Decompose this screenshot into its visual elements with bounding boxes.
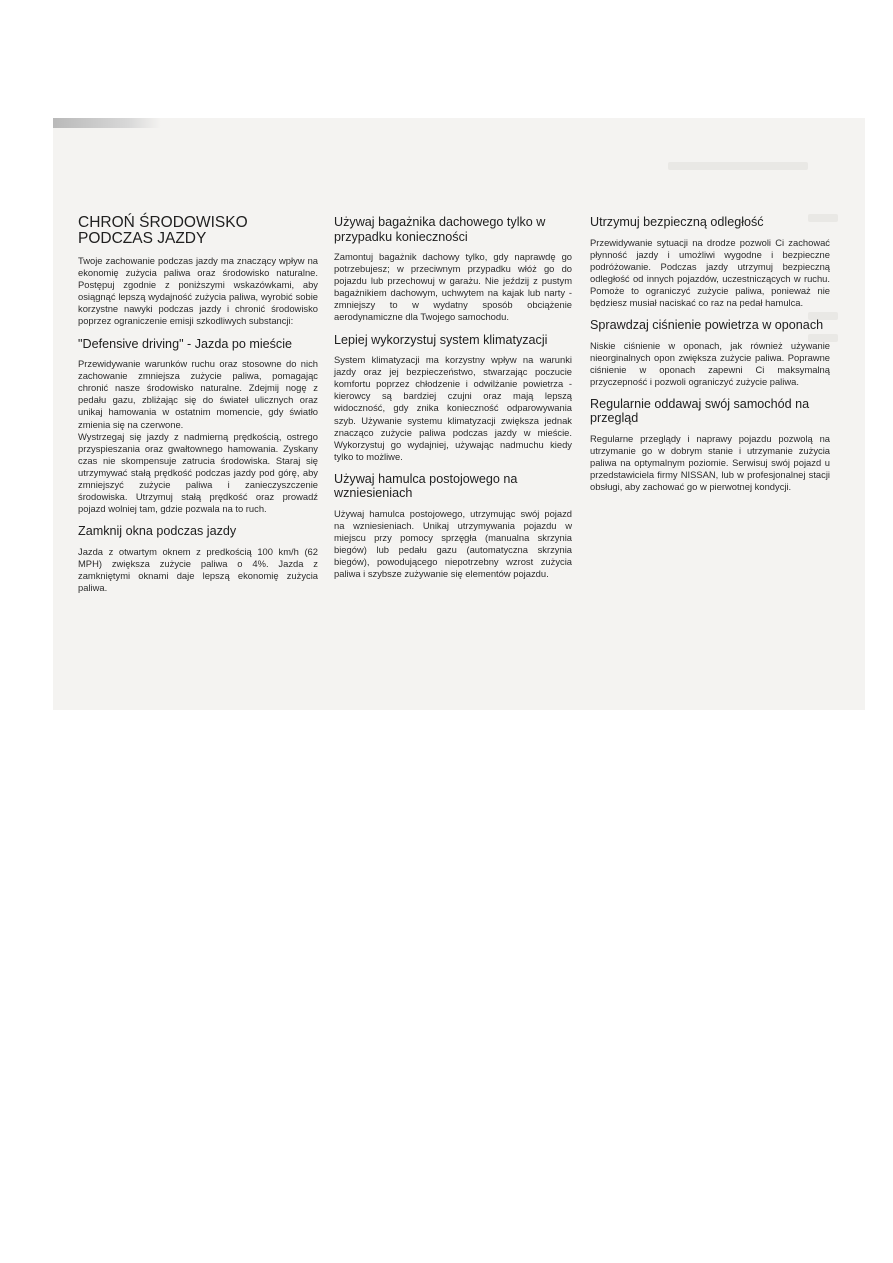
paragraph-service: Regularne przeglądy i naprawy pojazdu pozwolą na utrzymanie go w dobrym stanie i utrzymanie zużycia paliwa na optymalnym poziomie. Serwisuj swój pojazd u przedstawiciela firmy NISSAN, lub w profesjonalnej stacji obsługi, aby zachować go w pierwotnej kondycji. xyxy=(590,432,830,493)
paragraph-close-windows: Jazda z otwartym oknem z predkością 100 km/h (62 MPH) zwiększa zużycie paliwa o 4%. Jazda z zamkniętymi oknami daje lepszą ekonomię zużycia paliwa. xyxy=(78,545,318,594)
section-heading-defensive-driving: "Defensive driving" - Jazda po mieście xyxy=(78,336,293,351)
section-heading-roof-rack: Używaj bagażnika dachowego tylko w przypadku konieczności xyxy=(334,215,546,244)
section-heading-close-windows: Zamknij okna podczas jazdy xyxy=(78,524,237,539)
paragraph-parking-brake: Używaj hamulca postojowego, utrzymując swój pojazd na wzniesieniach. Unikaj utrzymywania pojazdu w miejscu przy pomocy sprzęgła (manualna skrzynia biegów) lub pedału gazu (automatyczna skrzynia biegów), powodującego niepotrzebny wzrost zużycia paliwa i szybsze zużywanie się elementów pojazdu. xyxy=(334,507,572,580)
intro-paragraph: Twoje zachowanie podczas jazdy ma znaczący wpływ na ekonomię zużycia paliwa oraz środowisko naturalne. Postępuj zgodnie z poniższymi wskazówkami, aby osiągnąć lepszą wydajność zużycia paliwa, wyrobić sobie korzystne nawyki podczas jazdy i chronić środowisko poprzez ograniczenie emisji szkodliwych substancji: xyxy=(78,255,318,327)
paragraph-safe-distance: Przewidywanie sytuacji na drodze pozwoli Ci zachować płynność jazdy i umożliwi wygodne i bezpieczne podróżowanie. Podczas jazdy utrzymuj bezpieczną odległość od innych pojazdów, uczestniczących w ruchu. Pomoże to ograniczyć zużycie paliwa, ponieważ nie będziesz musiał naciskać co raz na pedał hamulca. xyxy=(590,236,830,308)
paragraph-defensive-driving-2: Wystrzegaj się jazdy z nadmierną prędkością, ostrego przyspieszania oraz gwałtownego hamowania. Zyskany czas nie skompensuje zatrucia środowiska. Staraj się utrzymywać stałą prędkość podczas jazdy pod górę, aby zmniejszyć zużycie paliwa i zanieczyszczenie środowiska. Utrzymuj stałą prędkość oraz prowadź pojazd wolniej tam, gdzie pozwala na to ruch. xyxy=(78,430,318,515)
paragraph-tyre-pressure: Niskie ciśnienie w oponach, jak również używanie nieorginalnych opon zwiększa zużycie paliwa. Poprawne ciśnienie w oponach zapewni Ci maksymalną przyczepność i pozwoli ograniczyć zużycie paliwa. xyxy=(590,339,830,387)
paragraph-defensive-driving-1: Przewidywanie warunków ruchu oraz stosowne do nich zachowanie zmniejsza zużycie paliwa, pomagając chronić nasze środowisko naturalne. Zdejmij nogę z pedału gazu, zbliżając się do świateł ulicznych oraz unikaj hamowania w ostatnim momencie, gdy światło zmienia się na czerwone. xyxy=(78,358,318,430)
section-heading-service: Regularnie oddawaj swój samochód na przegląd xyxy=(590,396,810,426)
column-left xyxy=(78,215,318,594)
bleed-through-mark xyxy=(668,162,808,170)
section-heading-air-conditioning: Lepiej wykorzystuj system klimatyzacji xyxy=(334,332,548,347)
column-middle xyxy=(334,215,572,580)
paragraph-roof-rack: Zamontuj bagażnik dachowy tylko, gdy naprawdę go potrzebujesz; w przeciwnym przypadku włóż go do pojazdu lub przechowuj w garażu. Nie jeździj z pustym bagażnikiem dachowym, uchwytem na kajak lub narty - zmniejszy to w wydatny sposób obciążenie aerodynamiczne dla Twojego samochodu. xyxy=(334,251,572,323)
section-heading-safe-distance: Utrzymuj bezpieczną odległość xyxy=(590,215,764,229)
section-heading-parking-brake: Używaj hamulca postojowego na wzniesieniach xyxy=(334,471,518,501)
paragraph-air-conditioning: System klimatyzacji ma korzystny wpływ na warunki jazdy oraz jej bezpieczeństwo, stwarzając poczucie komfortu poprzez chłodzenie i odwilżanie powietrza - kierowcy są bardziej czujni oraz mają lepszą widoczność, gdy znika konieczność odparowywania szyb. Używanie systemu klimatyzacji zwiększa jednak znacząco zużycie paliwa podczas jazdy w mieście. Wykorzystuj go wydajniej, używając nadmuchu kiedy tylko to możliwe. xyxy=(334,354,572,462)
column-right xyxy=(590,215,830,493)
section-heading-tyre-pressure: Sprawdzaj ciśnienie powietrza w oponach xyxy=(590,318,824,333)
scan-edge-shadow xyxy=(53,118,161,128)
page-title: CHROŃ ŚRODOWISKO PODCZAS JAZDY xyxy=(78,214,248,247)
